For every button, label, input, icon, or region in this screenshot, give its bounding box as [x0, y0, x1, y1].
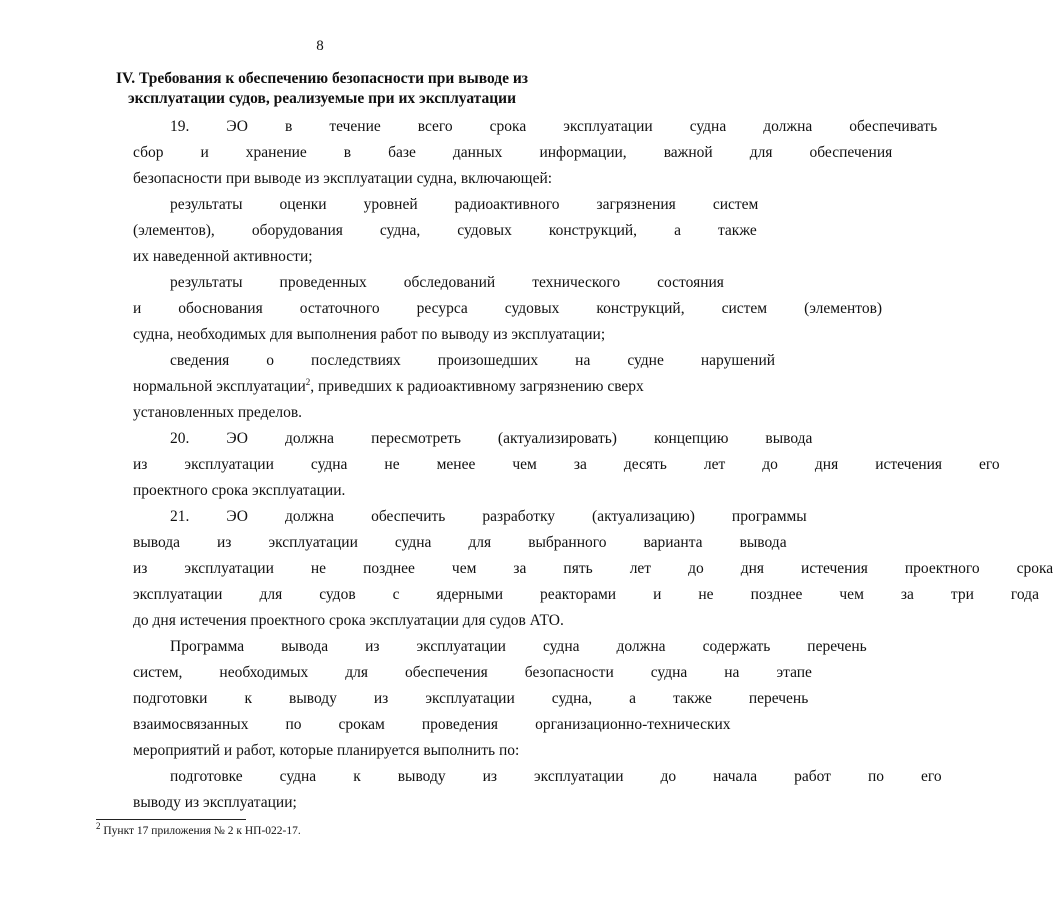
word: базе	[388, 144, 416, 161]
word: эксплуатации	[563, 118, 653, 135]
word: данных	[452, 144, 503, 161]
word: срока	[1016, 560, 1053, 577]
word: с	[392, 586, 400, 603]
word: для	[259, 586, 283, 603]
footnote-marker: 2	[96, 821, 101, 832]
text-line	[96, 686, 809, 712]
word: не	[384, 456, 400, 473]
word: до	[688, 560, 704, 577]
word: 19.	[170, 118, 190, 135]
word: дня	[814, 456, 839, 473]
word: лет	[629, 560, 652, 577]
word: судна,	[551, 690, 593, 707]
word: (актуализацию)	[592, 508, 695, 525]
word: эксплуатации	[416, 638, 506, 655]
word: проведения	[421, 716, 499, 733]
word: выводу	[397, 768, 446, 785]
text-line	[96, 712, 731, 738]
word: к	[353, 768, 361, 785]
word: сбор	[133, 144, 164, 161]
word: эксплуатации	[184, 560, 274, 577]
word: на	[724, 664, 740, 681]
word: из	[217, 534, 232, 551]
word: дня	[740, 560, 765, 577]
word: подготовке	[170, 768, 243, 785]
word: организационно-технических	[535, 716, 731, 733]
word: а	[674, 222, 681, 239]
word: выводу	[289, 690, 337, 707]
word: вывода	[765, 430, 813, 447]
word: для	[468, 534, 492, 551]
word: и	[200, 144, 209, 161]
footnote-text: Пункт 17 приложения № 2 к НП-022-17.	[100, 825, 301, 837]
word: варианта	[643, 534, 703, 551]
word: ресурса	[416, 300, 468, 317]
list-item-incidents	[96, 348, 776, 426]
word: судна,	[379, 222, 421, 239]
word: пересмотреть	[371, 430, 461, 447]
word: необходимых	[219, 664, 309, 681]
text-line	[96, 348, 776, 374]
word: работ	[794, 768, 831, 785]
text-line: судна, необходимых для выполнения работ по выводу из эксплуатации;	[133, 326, 606, 343]
word: безопасности	[524, 664, 614, 681]
text-line	[96, 582, 1039, 608]
word: о	[266, 352, 275, 369]
word: реакторами	[540, 586, 617, 603]
word: обоснования	[178, 300, 263, 317]
word: чем	[512, 456, 537, 473]
word: за	[513, 560, 527, 577]
word: результаты	[170, 274, 243, 291]
word: в	[343, 144, 352, 161]
word: эксплуатации	[534, 768, 624, 785]
text-line	[96, 140, 893, 166]
word: судовых	[457, 222, 512, 239]
word: радиоактивного	[454, 196, 560, 213]
text-line	[96, 270, 724, 296]
word: конструкций,	[596, 300, 685, 317]
word: чем	[839, 586, 864, 603]
word: 20.	[170, 430, 190, 447]
text-line	[96, 426, 813, 452]
word: года	[1010, 586, 1039, 603]
word: ЭО	[226, 508, 248, 525]
word: перечень	[807, 638, 867, 655]
word: должна	[285, 508, 335, 525]
word: систем,	[133, 664, 183, 681]
text-line: до дня истечения проектного срока эксплуатации для судов АТО.	[133, 612, 564, 629]
word: также	[717, 222, 757, 239]
word: эксплуатации	[268, 534, 358, 551]
word: сведения	[170, 352, 230, 369]
word: его	[921, 768, 942, 785]
paragraph-21	[96, 504, 1053, 634]
word: а	[629, 690, 637, 707]
word: менее	[436, 456, 476, 473]
word: последствиях	[311, 352, 401, 369]
section-heading-line: IV. Требования к обеспечению безопасности при выводе из	[115, 70, 529, 87]
word: судна	[650, 664, 688, 681]
word: хранение	[245, 144, 307, 161]
document-body	[96, 114, 1053, 816]
footnote-reference[interactable]: 2	[305, 376, 311, 387]
word: оценки	[279, 196, 327, 213]
text-fragment: нормальной эксплуатации	[133, 378, 306, 395]
word: судна	[689, 118, 727, 135]
word: Программа	[170, 638, 245, 655]
text-line	[96, 374, 644, 400]
footnote	[96, 821, 600, 838]
text-line: их наведенной активности;	[133, 248, 313, 265]
word: десять	[623, 456, 667, 473]
text-line	[96, 218, 757, 244]
text-line	[96, 452, 1000, 478]
word: информации,	[539, 144, 627, 161]
word: технического	[532, 274, 621, 291]
word: три	[950, 586, 974, 603]
word: вывода	[133, 534, 181, 551]
word: из	[133, 456, 148, 473]
word: содержать	[702, 638, 771, 655]
list-item-inspections	[96, 270, 883, 348]
word: судна	[310, 456, 348, 473]
word: (актуализировать)	[497, 430, 617, 447]
word: из	[373, 690, 389, 707]
text-fragment: , приведших к радиоактивному загрязнению сверх	[310, 378, 644, 395]
word: из	[133, 560, 148, 577]
paragraph-20	[96, 426, 1000, 504]
word: для	[749, 144, 773, 161]
word: выбранного	[528, 534, 607, 551]
word: и	[133, 300, 142, 317]
word: не	[698, 586, 714, 603]
word: систем	[712, 196, 759, 213]
word: ЭО	[226, 118, 248, 135]
text-line: установленных пределов.	[133, 404, 303, 421]
word: всего	[417, 118, 453, 135]
word: к	[244, 690, 252, 707]
word: судов	[319, 586, 356, 603]
page-number: 8	[316, 38, 324, 54]
text-line: проектного срока эксплуатации.	[133, 482, 346, 499]
word: не	[310, 560, 327, 577]
word: обеспечить	[371, 508, 446, 525]
text-line	[96, 764, 942, 790]
word: программы	[731, 508, 807, 525]
word: остаточного	[299, 300, 380, 317]
word: позднее	[750, 586, 803, 603]
word: судна	[542, 638, 580, 655]
list-item-contamination	[96, 192, 759, 270]
word: ЭО	[226, 430, 248, 447]
word: эксплуатации	[133, 586, 223, 603]
text-line	[96, 114, 938, 140]
footnote-divider	[96, 819, 246, 820]
word: на	[575, 352, 591, 369]
word: из	[482, 768, 498, 785]
text-line: мероприятий и работ, которые планируется выполнить по:	[133, 742, 520, 759]
word: ядерными	[436, 586, 503, 603]
word: для	[345, 664, 369, 681]
word: до	[660, 768, 677, 785]
word: лет	[703, 456, 726, 473]
word: по	[867, 768, 885, 785]
word: уровней	[363, 196, 418, 213]
section-heading-line: эксплуатации судов, реализуемые при их эксплуатации	[127, 90, 517, 107]
word: судне	[627, 352, 664, 369]
word: произошедших	[437, 352, 539, 369]
word: истечения	[801, 560, 868, 577]
word: начала	[713, 768, 758, 785]
word: конструкций,	[548, 222, 638, 239]
section-heading	[92, 69, 552, 109]
word: важной	[663, 144, 713, 161]
text-line	[96, 634, 867, 660]
list-item-preparation	[96, 764, 942, 816]
word: концепцию	[653, 430, 729, 447]
word: (элементов)	[804, 300, 883, 317]
word: состояния	[657, 274, 724, 291]
word: в	[285, 118, 293, 135]
word: результаты	[170, 196, 243, 213]
word: должна	[616, 638, 666, 655]
word: (элементов),	[133, 222, 215, 239]
word: должна	[285, 430, 335, 447]
word: проектного	[904, 560, 980, 577]
word: перечень	[748, 690, 809, 707]
word: судовых	[504, 300, 560, 317]
word: также	[673, 690, 712, 707]
word: его	[979, 456, 1000, 473]
word: судна	[279, 768, 317, 785]
word: срокам	[338, 716, 385, 733]
word: течение	[329, 118, 381, 135]
word: должна	[763, 118, 813, 135]
word: подготовки	[133, 690, 208, 707]
word: и	[653, 586, 662, 603]
word: до	[762, 456, 778, 473]
word: обеспечивать	[849, 118, 938, 135]
word: за	[900, 586, 914, 603]
text-line	[96, 296, 883, 322]
text-line	[96, 660, 812, 686]
word: эксплуатации	[184, 456, 274, 473]
word: вывода	[739, 534, 787, 551]
word: этапе	[776, 664, 812, 681]
word: по	[285, 716, 302, 733]
word: оборудования	[251, 222, 343, 239]
text-line: безопасности при выводе из эксплуатации судна, включающей:	[133, 170, 553, 187]
word: пять	[563, 560, 593, 577]
paragraph-program	[96, 634, 867, 764]
text-line	[96, 504, 807, 530]
word: обследований	[403, 274, 496, 291]
word: судна	[394, 534, 432, 551]
word: срока	[489, 118, 527, 135]
text-line	[96, 530, 787, 556]
word: разработку	[482, 508, 556, 525]
text-line	[96, 556, 1053, 582]
word: обеспечения	[405, 664, 488, 681]
text-line: выводу из эксплуатации;	[133, 794, 297, 811]
text-line	[96, 192, 759, 218]
word: за	[573, 456, 587, 473]
word: 21.	[170, 508, 190, 525]
word: позднее	[363, 560, 415, 577]
word: загрязнения	[596, 196, 676, 213]
word: истечения	[875, 456, 943, 473]
word: из	[365, 638, 380, 655]
word: взаимосвязанных	[133, 716, 249, 733]
word: вывода	[281, 638, 329, 655]
word: эксплуатации	[425, 690, 515, 707]
word: нарушений	[700, 352, 776, 369]
word: проведенных	[279, 274, 367, 291]
word: обеспечения	[809, 144, 893, 161]
paragraph-19	[96, 114, 938, 192]
word: систем	[721, 300, 768, 317]
word: чем	[451, 560, 477, 577]
